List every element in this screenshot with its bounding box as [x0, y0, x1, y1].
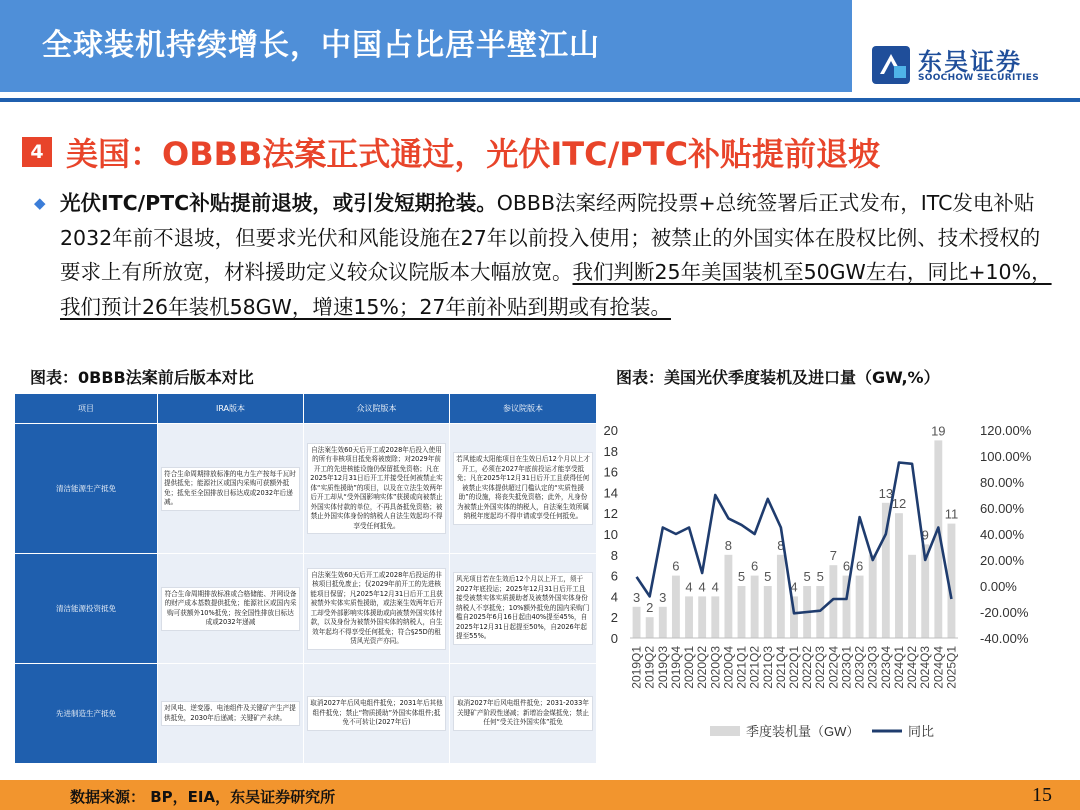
y-left-tick-label: 2 — [610, 610, 618, 626]
y-right-tick-label: 60.00% — [980, 501, 1025, 516]
x-tick-label: 2021Q1 — [734, 646, 749, 689]
y-left-tick-label: 8 — [610, 547, 618, 563]
x-tick-label: 2023Q2 — [852, 646, 867, 689]
x-tick-label: 2019Q3 — [655, 646, 670, 689]
x-tick-label: 2022Q4 — [826, 646, 841, 689]
y-right-tick-label: 100.00% — [980, 449, 1032, 464]
y-right-tick-label: 0.00% — [980, 579, 1017, 594]
bar-data-label: 7 — [829, 548, 837, 564]
y-right-tick-label: 40.00% — [980, 527, 1025, 542]
bar — [711, 596, 719, 638]
chart-container — [590, 390, 1080, 770]
legend-bar-label: 季度装机量（GW） — [746, 724, 860, 739]
x-tick-label: 2019Q4 — [668, 646, 683, 689]
bar — [672, 576, 680, 638]
cell-text: 若风能或太阳能项目在生效日后12个月以上才开工，必须在2027年底前投运才能享受抵免；凡在2025年12月31日后开工且获得任何被禁止实体提供超过门槛认定的“实质性援助”的设施，将丧失抵免资格；此外，凡身份为被禁止外国实体的纳税人，自法案生效所属纳税年度起均不得申请或享受任何抵免。 — [453, 452, 593, 525]
x-tick-label: 2024Q2 — [905, 646, 920, 689]
y-left-tick-label: 20 — [603, 423, 618, 438]
x-tick-label: 2021Q4 — [773, 646, 788, 689]
body-lead: 光伏ITC/PTC补贴提前退坡，或引发短期抢装。 — [60, 191, 497, 215]
table-header-row — [15, 394, 597, 424]
bar — [738, 586, 746, 638]
bar — [869, 555, 877, 638]
x-tick-label: 2024Q4 — [931, 646, 946, 689]
bar-data-label: 6 — [855, 558, 864, 574]
table-header: 众议院版本 — [304, 394, 450, 424]
bar-data-label: 5 — [803, 569, 811, 584]
x-tick-label: 2020Q1 — [682, 646, 697, 689]
page-title: 全球装机持续增长，中国占比居半壁江山 — [42, 28, 600, 63]
table-row — [15, 554, 597, 664]
table-cell — [304, 554, 450, 664]
row-label: 清洁能源生产抵免 — [15, 424, 158, 554]
chart-caption: 图表：美国光伏季度装机及进口量（GW,%） — [616, 368, 940, 387]
legend-line-label: 同比 — [908, 724, 935, 739]
header-bar — [0, 0, 852, 92]
version-comparison-table — [14, 393, 597, 764]
cell-text: 自法案生效60天后开工或2028年后投运的非核项目抵免废止；仅2029年前开工的先进核能项目保留；凡2025年12月31日后开工且获被禁外实体实质性援助，或法案生效两年后开工却受外部影响实体援助或向被禁外国实体付款，以及身份为被禁外国实体的纳税人，自生效年起均不得享受任何抵免；符合§25D的租赁风光资产亦同。 — [307, 568, 446, 650]
table-cell — [158, 554, 304, 664]
x-tick-label: 2021Q3 — [760, 646, 775, 689]
x-tick-label: 2019Q1 — [629, 646, 644, 689]
body-text: OBBB法案经两院投票+总统签署后正式发布，ITC发电补贴2032年前不退坡，但要求光伏和风能设施在27年以前投入使用；被禁止的外国实体在股权比例、技术授权的要求上有所放宽，材料援助定义较众议院版本大幅放宽。 — [60, 191, 1041, 284]
bar — [646, 617, 654, 638]
bar — [633, 607, 641, 638]
bar-data-label: 3 — [659, 589, 667, 605]
table-cell — [450, 424, 597, 554]
bar-data-label: 4 — [711, 579, 719, 595]
bar-data-label: 8 — [724, 537, 733, 553]
row-label: 先进制造生产抵免 — [15, 664, 158, 764]
soochow-logo-icon — [870, 44, 912, 86]
table-header: IRA版本 — [158, 394, 304, 424]
y-left-tick-label: 16 — [603, 464, 618, 480]
header-divider — [0, 98, 1080, 102]
table-cell — [158, 424, 304, 554]
y-left-tick-label: 12 — [603, 506, 618, 522]
bar-data-label: 3 — [632, 589, 641, 605]
table-row — [15, 664, 597, 764]
bar-data-label: 8 — [777, 537, 785, 553]
bar — [895, 513, 903, 638]
bar — [908, 555, 916, 638]
bar — [724, 555, 732, 638]
install-yoy-chart — [590, 390, 1080, 770]
data-source: 数据来源： BP，EIA，东吴证券研究所 — [70, 788, 336, 806]
y-left-tick-label: 0 — [610, 631, 618, 646]
y-left-tick-label: 10 — [603, 527, 618, 542]
table-cell — [304, 664, 450, 764]
bar — [751, 576, 759, 638]
bar-data-label: 4 — [698, 579, 706, 595]
x-tick-label: 2023Q1 — [839, 646, 854, 689]
x-tick-label: 2023Q3 — [865, 646, 880, 689]
table-row — [15, 424, 597, 554]
bar-data-label: 5 — [737, 569, 746, 584]
x-tick-label: 2020Q2 — [695, 646, 710, 689]
y-right-tick-label: -40.00% — [980, 631, 1029, 646]
row-label: 清洁能源投资抵免 — [15, 554, 158, 664]
cell-text: 风光项目若在生效后12个月以上开工，须于2027年底投运；2025年12月31日后开工且接受被禁实体实质援助者及被禁外国实体身份纳税人不享抵免；10%额外抵免的国内采购门槛自2025年6月16日起由40%提至45%，自2025年12月31日起提至50%，自2026年起提至55%。 — [453, 572, 593, 645]
x-tick-label: 2021Q2 — [747, 646, 762, 689]
table-cell — [450, 554, 597, 664]
x-tick-label: 2020Q3 — [708, 646, 723, 689]
x-tick-label: 2019Q2 — [642, 646, 657, 689]
table-header: 项目 — [15, 394, 158, 424]
y-left-tick-label: 18 — [603, 443, 618, 459]
x-tick-label: 2022Q3 — [813, 646, 828, 689]
cell-text: 对风电、逆变器、电池组件及关键矿产生产提供抵免，2030年后递减；关键矿产永续。 — [161, 701, 300, 726]
bar-data-label: 12 — [891, 496, 907, 512]
table-cell — [304, 424, 450, 554]
cell-text: 符合生命周期排放标准的电力生产按每千瓦时提供抵免；能源社区或国内采购可获额外抵免；抵免至全国排放目标达成或2032年后递减。 — [161, 467, 300, 511]
bar-data-label: 4 — [685, 579, 693, 595]
x-tick-label: 2020Q4 — [721, 646, 736, 689]
y-right-tick-label: 120.00% — [980, 423, 1032, 438]
page-number: 15 — [1032, 784, 1052, 806]
x-tick-label: 2022Q2 — [800, 646, 815, 689]
x-tick-label: 2022Q1 — [787, 646, 801, 689]
cell-text: 自法案生效60天后开工或2028年后投入使用的所有非核项目抵免将被废除；对2029年前开工的先进核能设施仍保留抵免资格；凡在2025年12月31日后开工并接受任何被禁止实体“实质性援助”的项目，以及在立法生效两年后开工却从“受外国影响实体”获援或向被禁止外国实体付款的单位，不再具备抵免资格；被禁止外国实体身份的纳税人自法生效起均不得享受任何抵免。 — [307, 443, 446, 535]
company-logo — [870, 40, 1070, 90]
x-tick-label: 2023Q4 — [878, 646, 893, 689]
bar — [659, 607, 667, 638]
bar — [698, 596, 706, 638]
y-left-tick-label: 6 — [610, 568, 618, 584]
body-paragraph — [60, 186, 1060, 324]
table-caption: 图表：0BBB法案前后版本对比 — [30, 368, 254, 387]
x-tick-label: 2025Q1 — [944, 646, 959, 689]
x-tick-label: 2024Q1 — [891, 646, 906, 689]
bar-data-label: 6 — [672, 558, 680, 574]
section-title: 美国：OBBB法案正式通过，光伏ITC/PTC补贴提前退坡 — [66, 135, 881, 173]
bar-data-label: 4 — [790, 579, 798, 595]
logo-text-en: SOOCHOW SECURITIES — [918, 73, 1039, 83]
bar-data-label: 2 — [646, 600, 654, 616]
bar-data-label: 6 — [842, 558, 851, 574]
bar — [777, 555, 785, 638]
legend-bar-swatch — [710, 726, 740, 736]
logo-text-cn: 东吴证券 — [918, 48, 1022, 76]
cell-text: 取消2027年后风电组件抵免；2031年后其他组件抵免；禁止“物质援助”外国实体组件;抵免不可转让(2027年后) — [307, 696, 446, 731]
bar-data-label: 13 — [878, 485, 894, 501]
bar-data-label: 5 — [816, 569, 824, 584]
x-tick-label: 2024Q3 — [918, 646, 933, 689]
bar-data-label: 5 — [764, 569, 772, 584]
bar-data-label: 9 — [921, 527, 929, 543]
table-cell — [158, 664, 304, 764]
y-right-tick-label: 20.00% — [980, 553, 1025, 568]
table-cell — [450, 664, 597, 764]
section-number-badge: 4 — [22, 137, 52, 167]
bar-data-label: 11 — [944, 506, 959, 522]
cell-text: 符合生命周期排放标准或合格储能、并网设备的财产成本基数提供抵免；能源社区或国内采购可获额外10%抵免；按全国性排放目标达成或2032年递减 — [161, 587, 300, 631]
y-right-tick-label: 80.00% — [980, 475, 1025, 490]
table-header: 参议院版本 — [450, 394, 597, 424]
cell-text: 取消2027年后风电组件抵免；2031-2033年关键矿产阶段性递减；新增冶金煤抵免；禁止任何“受关注外国实体”抵免 — [453, 696, 593, 731]
body-underlined-text: 我们判断25年美国装机至50GW左右，同比+10%，我们预计26年装机58GW，增速15%；27年前补贴到期或有抢装。 — [60, 260, 1052, 319]
y-left-tick-label: 4 — [610, 589, 618, 605]
y-left-tick-label: 14 — [603, 485, 618, 501]
bar — [764, 586, 772, 638]
bar — [856, 576, 864, 638]
diamond-bullet-icon: ◆ — [34, 194, 46, 212]
bar-data-label: 19 — [931, 423, 946, 439]
bar — [685, 596, 693, 638]
y-right-tick-label: -20.00% — [980, 605, 1029, 620]
bar-data-label: 6 — [751, 558, 759, 574]
